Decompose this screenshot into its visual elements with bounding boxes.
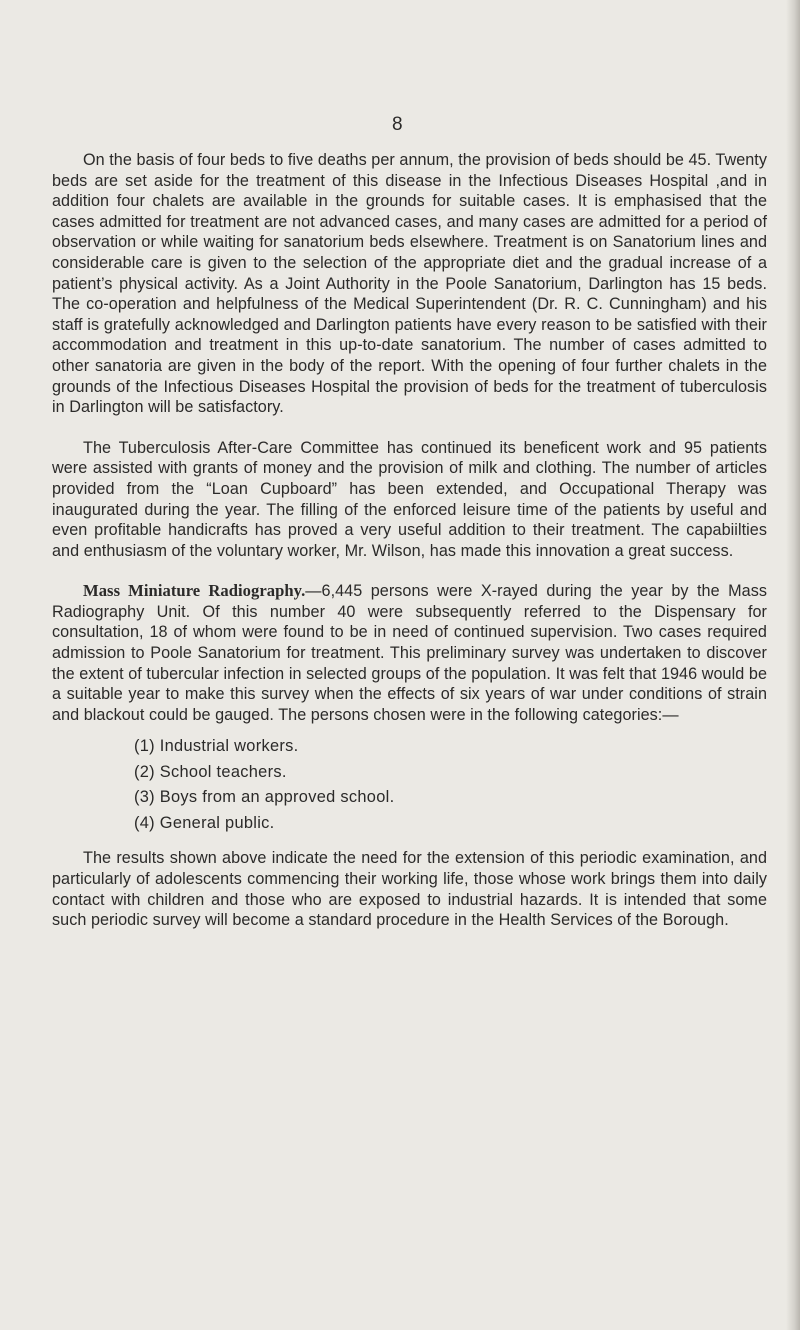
paragraph-sanatorium-provision: On the basis of four beds to five deaths per annum, the provision of beds should be 45. Twenty beds are set aside for the treatment of this disease in the Infectious Diseases Hospital ,and in addition four chalets are available in the grounds for suitable cases. It is emphasised that the cases admitted for treatment are not advanced cases, and many cases are admitted for a period of observation or while waiting for sanatorium beds elsewhere. Treatment is on Sanatorium lines and considerable care is given to the selection of the appropriate diet and the gradual increase of a patient’s physical activity. As a Joint Authority in the Poole Sanatorium, Darlington has 15 beds. The co-operation and helpfulness of the Medical Superintendent (Dr. R. C. Cunningham) and his staff is gratefully acknowledged and Darlington patients have every reason to be satisfied with their accommodation and treatment in this up-to-date sanatorium. The number of cases admitted to other sanatoria are given in the body of the report. With the opening of four further chalets in the grounds of the Infectious Diseases Hospital the provision of beds for the treatment of tuberculosis in Darlington will be satisfactory.	[52, 151, 767, 417]
paragraph-after-care-committee: The Tuberculosis After-Care Committee has continued its beneficent work and 95 patients were assisted with grants of money and the provision of milk and clothing. The number of articles provided from the “Loan Cupboard” has been extended, and Occupational Therapy was inaugurated during the year. The filling of the enforced leisure time of the patients by useful and even profitable handicrafts has proved a very useful addition to their treatment. The capabiilties and enthusiasm of the voluntary worker, Mr. Wilson, has made this innovation a great success.	[52, 438, 767, 560]
category-item-approved-school-boys: (3) Boys from an approved school.	[134, 788, 395, 807]
category-item-general-public: (4) General public.	[134, 813, 275, 832]
mass-radiography-text: —6,445 persons were X-rayed during the year by the Mass Radiography Unit. Of this number 40 were subsequently referred to the Dispensary for consultation, 18 of whom were found to be in need of continued supervision. Two cases required admission to Poole Sanatorium for treatment. This preliminary survey was undertaken to discover the extent of tubercular infection in selected groups of the population. It was felt that 1946 would be a suitable year to make this survey when the effects of six years of war under conditions of strain and blackout could be gauged. The persons chosen were in the following categories:—	[52, 582, 767, 724]
paragraph-closing: The results shown above indicate the need for the extension of this periodic examination, and particularly of adolescents commencing their working life, those whose work brings them into daily contact with children and those who are exposed to industrial hazards. It is intended that some such periodic survey will become a standard procedure in the Health Services of the Borough.	[52, 849, 767, 930]
page-edge-shadow	[786, 0, 800, 1330]
body-text	[52, 150, 767, 931]
mass-radiography-heading: Mass Miniature Radiography.	[83, 581, 306, 601]
paragraph-mass-radiography	[52, 581, 767, 725]
page-number: 8	[392, 114, 403, 135]
category-item-school-teachers: (2) School teachers.	[134, 762, 287, 781]
category-item-industrial-workers: (1) Industrial workers.	[134, 737, 299, 756]
category-list	[52, 734, 767, 836]
